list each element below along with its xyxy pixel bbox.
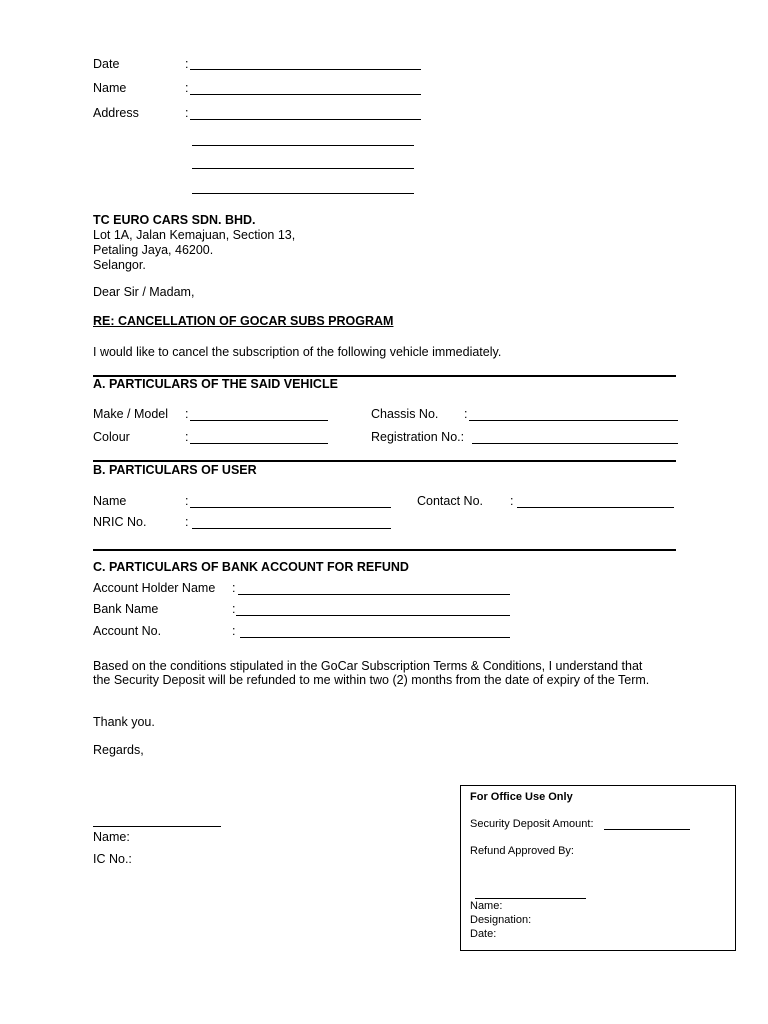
date-label: Date — [93, 57, 120, 71]
address-label: Address — [93, 106, 139, 120]
chassis-field[interactable] — [469, 420, 678, 421]
company-name: TC EURO CARS SDN. BHD. — [93, 213, 256, 227]
company-address-line-1: Lot 1A, Jalan Kemajuan, Section 13, — [93, 228, 296, 242]
approver-name-label: Name: — [470, 900, 503, 912]
conditions-text-line-2: the Security Deposit will be refunded to me within two (2) months from the date of expiry of the Term. — [93, 673, 650, 687]
bank-name-colon: : — [232, 602, 236, 616]
make-model-colon: : — [185, 407, 189, 421]
make-model-label: Make / Model — [93, 407, 169, 421]
account-no-label: Account No. — [93, 624, 162, 638]
nric-colon: : — [185, 515, 189, 529]
user-name-colon: : — [185, 494, 189, 508]
chassis-label: Chassis No. — [371, 407, 439, 421]
signature-name-label: Name: — [93, 830, 130, 844]
refund-approved-label: Refund Approved By: — [470, 845, 574, 857]
nric-label: NRIC No. — [93, 515, 147, 529]
signature-line[interactable] — [93, 826, 221, 827]
colour-label: Colour — [93, 430, 130, 444]
thank-you-text: Thank you. — [93, 715, 155, 729]
address-colon: : — [185, 106, 189, 120]
account-holder-field[interactable] — [238, 594, 510, 595]
salutation: Dear Sir / Madam, — [93, 285, 195, 299]
intro-text: I would like to cancel the subscription of the following vehicle immediately. — [93, 345, 502, 359]
address-field-line-1[interactable] — [190, 119, 421, 120]
contact-colon: : — [510, 494, 514, 508]
conditions-text-line-1: Based on the conditions stipulated in the GoCar Subscription Terms & Conditions, I understand that — [93, 659, 643, 673]
security-deposit-label: Security Deposit Amount: — [470, 818, 594, 830]
make-model-field[interactable] — [190, 420, 328, 421]
account-no-colon: : — [232, 624, 236, 638]
section-a-title: A. PARTICULARS OF THE SAID VEHICLE — [93, 377, 338, 391]
colour-colon: : — [185, 430, 189, 444]
office-use-box — [460, 785, 736, 951]
approver-designation-label: Designation: — [470, 914, 532, 926]
date-field[interactable] — [190, 69, 421, 70]
bank-name-label: Bank Name — [93, 602, 159, 616]
registration-field[interactable] — [472, 443, 678, 444]
company-address-line-2: Petaling Jaya, 46200. — [93, 243, 214, 257]
name-colon: : — [185, 81, 189, 95]
account-no-field[interactable] — [240, 637, 510, 638]
section-b-title: B. PARTICULARS OF USER — [93, 463, 257, 477]
contact-label: Contact No. — [417, 494, 484, 508]
regards-text: Regards, — [93, 743, 144, 757]
section-c-divider — [93, 549, 676, 551]
signature-ic-label: IC No.: — [93, 852, 132, 866]
date-colon: : — [185, 57, 189, 71]
name-field[interactable] — [190, 94, 421, 95]
chassis-colon: : — [464, 407, 468, 421]
address-field-line-3[interactable] — [192, 168, 414, 169]
address-field-line-2[interactable] — [192, 145, 414, 146]
subject-line: RE: CANCELLATION OF GOCAR SUBS PROGRAM — [93, 314, 394, 328]
company-address-line-3: Selangor. — [93, 258, 146, 272]
security-deposit-field[interactable] — [604, 829, 690, 830]
nric-field[interactable] — [192, 528, 391, 529]
user-name-label: Name — [93, 494, 127, 508]
colour-field[interactable] — [190, 443, 328, 444]
section-b-divider — [93, 460, 676, 462]
section-c-title: C. PARTICULARS OF BANK ACCOUNT FOR REFUND — [93, 560, 409, 574]
user-name-field[interactable] — [190, 507, 391, 508]
account-holder-colon: : — [232, 581, 236, 595]
address-field-line-4[interactable] — [192, 193, 414, 194]
approver-date-label: Date: — [470, 928, 497, 940]
office-use-title: For Office Use Only — [470, 791, 573, 803]
account-holder-label: Account Holder Name — [93, 581, 216, 595]
contact-field[interactable] — [517, 507, 674, 508]
name-label: Name — [93, 81, 127, 95]
registration-label: Registration No.: — [371, 430, 465, 444]
section-a-divider — [93, 375, 676, 377]
bank-name-field[interactable] — [236, 615, 510, 616]
